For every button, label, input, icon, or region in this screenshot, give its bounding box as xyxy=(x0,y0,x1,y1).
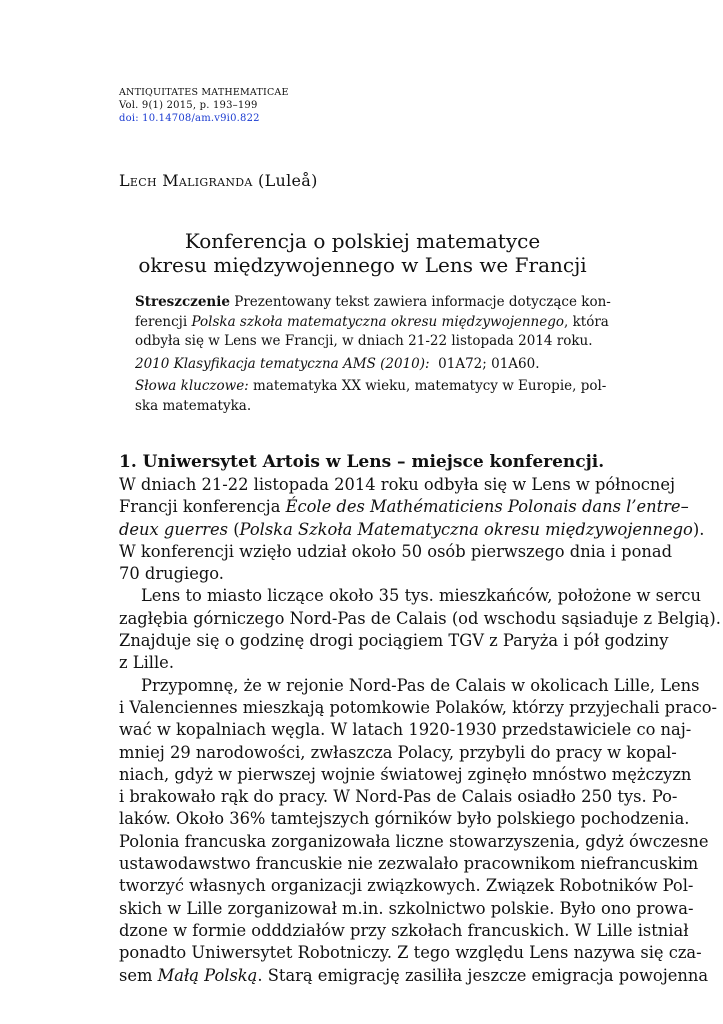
msc-classification xyxy=(135,355,590,375)
doi-link[interactable]: doi: 10.14708/am.v9i0.822 xyxy=(119,113,260,124)
text-line: Lens to miasto liczące około 35 tys. mieszkańców, położone w sercu xyxy=(141,586,702,606)
body-text xyxy=(119,474,721,987)
text-line: niach, gdyż w pierwszej wojnie światowej zginęło mnóstwo mężczyzn xyxy=(119,764,692,784)
text-line: dzone w formie odddziałów przy szkołach francuskich. W Lille istniał xyxy=(119,920,689,940)
text-line: 70 drugiego. xyxy=(119,564,224,584)
abstract-label: Streszczenie xyxy=(135,294,230,310)
text-line: deux guerres (Polska Szkoła Matematyczna okresu międzywojennego). xyxy=(119,519,705,539)
text-line: ustawodawstwo francuskie nie zezwalało pracownikom niefrancuskim xyxy=(119,854,699,874)
author-affiliation: (Luleå) xyxy=(258,171,318,190)
text-line: sem Małą Polską. Starą emigrację zasiliła jeszcze emigracja powojenna xyxy=(119,965,709,985)
text-line: mniej 29 narodowości, zwłaszcza Polacy, przybyli do pracy w kopal- xyxy=(119,742,677,762)
abstract-line: Streszczenie Prezentowany tekst zawiera informacje dotyczące kon- xyxy=(135,294,611,310)
text-line: skich w Lille zorganizował m.in. szkolnictwo polskie. Było ono prowa- xyxy=(119,898,694,918)
title-line-1: Konferencja o polskiej matematyce xyxy=(184,229,541,253)
text-line: laków. Około 36% tamtejszych górników było polskiego pochodzenia. xyxy=(119,809,690,829)
text-line: Znajduje się o godzinę drogi pociągiem TGV z Paryża i pół godziny xyxy=(119,631,669,651)
paper-title xyxy=(119,229,606,277)
text-line: Przypomnę, że w rejonie Nord-Pas de Calais w okolicach Lille, Lens xyxy=(141,675,700,695)
title-line-2: okresu międzywojennego w Lens we Francji xyxy=(138,253,587,277)
text-line: wać w kopalniach węgla. W latach 1920-1930 przedstawiciele co naj- xyxy=(119,720,692,740)
keywords-label: Słowa kluczowe: xyxy=(135,378,249,394)
msc-codes: 01A72; 01A60. xyxy=(438,355,540,372)
abstract-line: odbyła się w Lens we Francji, w dniach 21-22 listopada 2014 roku. xyxy=(135,333,593,349)
volume-info: Vol. 9(1) 2015, p. 193–199 xyxy=(119,100,258,111)
text-line: Polonia francuska zorganizowała liczne stowarzyszenia, gdyż ówczesne xyxy=(119,831,709,851)
journal-header xyxy=(119,86,289,125)
text-line: z Lille. xyxy=(119,653,174,673)
abstract-line: ferencji Polska szkoła matematyczna okresu międzywojennego, która xyxy=(135,313,609,330)
author-name: Lech Maligranda xyxy=(119,171,253,190)
text-line: tworzyć własnych organizacji związkowych. Związek Robotników Pol- xyxy=(119,876,694,896)
author-line xyxy=(119,171,318,190)
text-line: ponadto Uniwersytet Robotniczy. Z tego względu Lens nazywa się cza- xyxy=(119,943,702,963)
section-heading: 1. Uniwersytet Artois w Lens – miejsce konferencji. xyxy=(119,452,605,472)
text-line: zagłębia górniczego Nord-Pas de Calais (od wschodu sąsiaduje z Belgią). xyxy=(119,608,721,628)
journal-name: ANTIQUITATES MATHEMATICAE xyxy=(119,87,289,98)
text-line: i brakowało rąk do pracy. W Nord-Pas de Calais osiadło 250 tys. Po- xyxy=(119,787,678,807)
abstract xyxy=(135,293,611,416)
msc-label: 2010 Klasyfikacja tematyczna AMS (2010): xyxy=(135,355,430,372)
text-line: i Valenciennes mieszkają potomkowie Polaków, którzy przyjechali praco- xyxy=(119,697,717,717)
text-line: W konferencji wzięło udział około 50 osób pierwszego dnia i ponad xyxy=(119,541,672,561)
text-line: W dniach 21-22 listopada 2014 roku odbyła się w Lens w północnej xyxy=(119,475,676,494)
conference-name: Polska szkoła matematyczna okresu międzywojennego xyxy=(191,313,565,330)
keywords: Słowa kluczowe: matematyka XX wieku, matematycy w Europie, pol- ska matematyka. xyxy=(135,378,607,414)
text-line: Francji konferencja École des Mathématiciens Polonais dans l’entre– xyxy=(119,497,689,517)
